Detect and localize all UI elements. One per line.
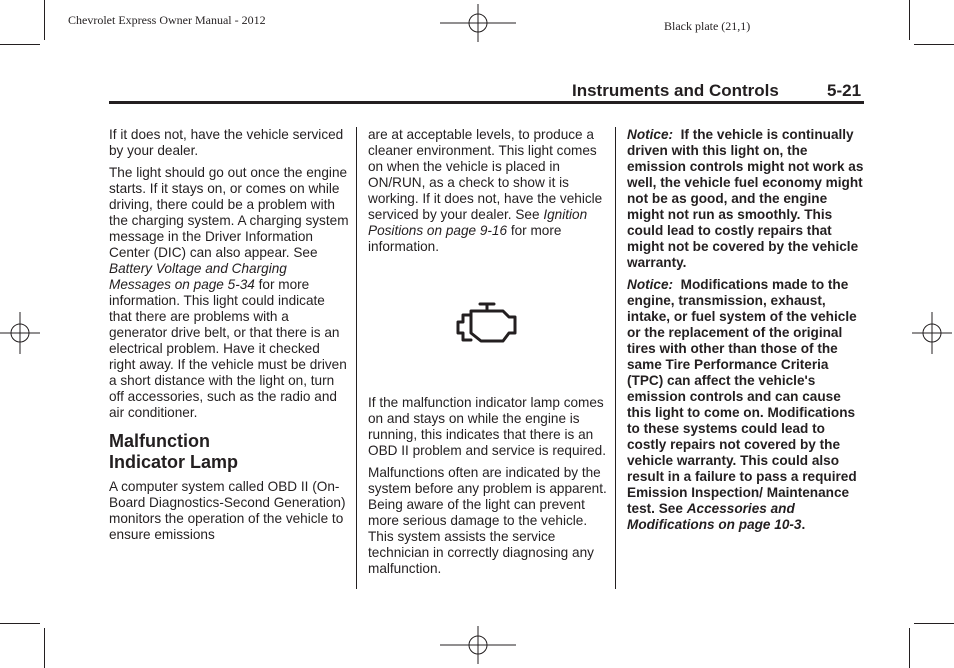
heading-line: Indicator Lamp <box>109 452 239 472</box>
registration-mark-top <box>440 4 516 42</box>
cross-reference: Accessories and Modifications on page 10-3 <box>627 501 802 532</box>
paragraph <box>368 127 608 255</box>
crop-mark <box>0 44 40 45</box>
registration-mark-bottom <box>440 626 516 664</box>
paragraph <box>109 165 349 421</box>
manual-title: Chevrolet Express Owner Manual - 2012 <box>68 13 266 27</box>
column-2 <box>368 127 608 583</box>
column-1 <box>109 127 349 549</box>
crop-mark <box>0 623 40 624</box>
text: . <box>801 517 806 532</box>
header-rule <box>109 101 864 104</box>
cross-reference: Battery Voltage and Charging Messages on page 5-34 <box>109 261 287 292</box>
notice-paragraph <box>627 277 867 533</box>
crop-mark <box>914 44 954 45</box>
notice-label: Notice: <box>627 277 674 292</box>
section-heading <box>109 431 349 473</box>
crop-mark <box>909 0 910 40</box>
icon-area <box>368 261 608 395</box>
notice-label: Notice: <box>627 127 674 142</box>
text: for more information. <box>368 223 562 254</box>
check-engine-icon <box>454 301 520 347</box>
paragraph: If it does not, have the vehicle serviced by your dealer. <box>109 127 344 158</box>
paragraph: Malfunctions often are indicated by the system before any problem is apparent. Being aware of the light can prevent more serious damage to the vehicle. This system assists the service technician in correctly diagnosing any malfunction. <box>368 465 607 576</box>
paragraph: A computer system called OBD II (On-Board Diagnostics-Second Generation) monitors the operation of the vehicle to ensure emissions <box>109 479 346 542</box>
registration-mark-left <box>0 312 40 354</box>
text: for more information. This light could indicate that there are problems with a generator drive belt, or that there is an electrical problem. Have it checked right away. If the vehicle must be driven a short distance with the light on, turn off accessories, such as the radio and air conditioner. <box>109 277 347 420</box>
column-3 <box>627 127 867 539</box>
crop-mark <box>909 628 910 668</box>
section-title: Instruments and Controls <box>572 81 779 100</box>
text: are at acceptable levels, to produce a cleaner environment. This light comes on when the vehicle is placed in ON/RUN, as a check to show it is working. If it does not, have the vehicle serviced by your dealer. See <box>368 127 603 222</box>
column-divider <box>356 127 357 589</box>
notice-text: Modifications made to the engine, transmission, exhaust, intake, or fuel system of the vehicle or the replacement of the original tires with other than those of the same Tire Performance Criteria (TPC) can affect the vehicle's emission controls and can cause this light to come on. Modifications to these systems could lead to costly repairs not covered by the vehicle warranty. This could also result in a failure to pass a required Emission Inspection/ Maintenance test. See <box>627 277 861 516</box>
page-number: 5-21 <box>827 81 862 100</box>
crop-mark <box>44 628 45 668</box>
text: The light should go out once the engine starts. If it stays on, or comes on while driving, there could be a problem with the charging system. A charging system message in the Driver Information Center (DIC) can also appear. See <box>109 165 349 260</box>
heading-line: Malfunction <box>109 431 210 451</box>
cross-reference: Ignition Positions on page 9-16 <box>368 207 588 238</box>
column-divider <box>615 127 616 589</box>
plate-label: Black plate (21,1) <box>664 19 751 33</box>
notice-text: If the vehicle is continually driven with this light on, the emission controls might not work as well, the vehicle fuel economy might not be as good, and the engine might not run as smoothly. This could lead to costly repairs that might not be covered by the vehicle warranty. <box>627 127 868 270</box>
crop-mark <box>914 623 954 624</box>
notice-paragraph <box>627 127 867 271</box>
paragraph: If the malfunction indicator lamp comes on and stays on while the engine is running, this indicates that there is an OBD II problem and service is required. <box>368 395 606 458</box>
crop-mark <box>44 0 45 40</box>
registration-mark-right <box>912 312 952 354</box>
